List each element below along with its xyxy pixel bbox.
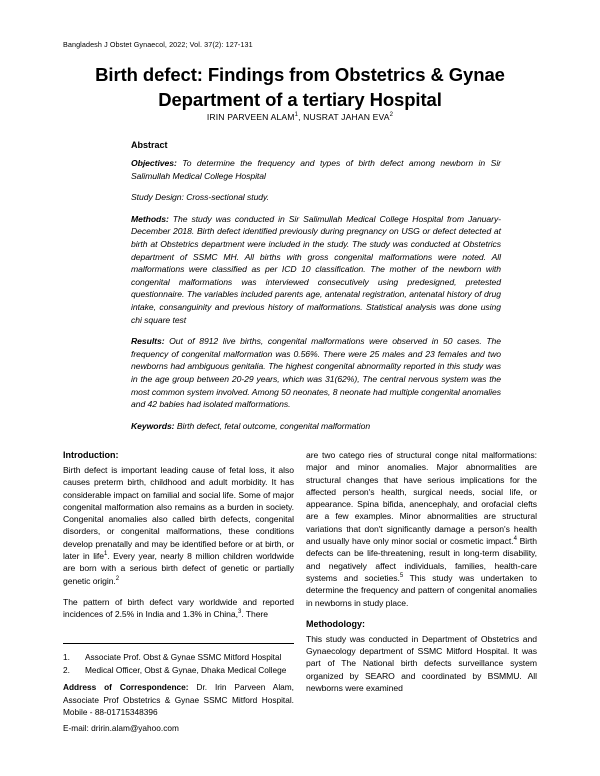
abstract-objectives-label: Objectives: <box>131 158 177 168</box>
introduction-paragraph-2-part-b: . There <box>241 609 268 620</box>
abstract-keywords-label: Keywords: <box>131 420 175 431</box>
introduction-continued-paragraph <box>306 449 537 609</box>
title-line-2: Department of a tertiary Hospital <box>158 89 442 110</box>
abstract-study-design: Study Design: Cross-sectional study. <box>131 192 269 203</box>
abstract-keywords-text: Birth defect, fetal outcome, congenital malformation <box>174 420 371 431</box>
footnote-item <box>63 651 294 663</box>
methodology-heading: Methodology: <box>306 618 365 629</box>
correspondence-email <box>63 722 294 734</box>
author-two-affiliation-marker: 2 <box>389 112 394 119</box>
email-label: E-mail: <box>63 723 89 734</box>
email-value: dririn.alam@yahoo.com <box>88 723 179 734</box>
abstract-objectives-text: To determine the frequency and types of birth defect among newborn in Sir Salimullah Medical College Hospital <box>131 158 501 181</box>
footnote-number: 1. <box>63 652 70 662</box>
abstract-methods <box>131 213 501 326</box>
introduction-paragraph-2-part-a: The pattern of birth defect vary worldwide and reported incidences of 2.5% in India and 1.3% in China, <box>63 596 294 620</box>
abstract-results <box>131 335 501 411</box>
abstract-methods-text: The study was conducted in Sir Salimullah Medical College Hospital from January-December 2018. Birth defect identified previously during pregnancy on USG or defect detected at birth at Obstetrics department were included in the study. The study was conducted at Obstetrics department of SSMC MH. All births with gross congenital malformations were noted. All malformations were classified as per ICD 10 classification. The mother of the newborn with congenital malformations was interviewed consecutively using predesigned, pretested questionnaire. The variables included parents age, antenatal registration, antenatal history of drug intake, consanguinity and previous history of malformations. Statistical analysis was done using chi square test <box>131 213 501 325</box>
author-list <box>63 112 537 122</box>
abstract-section <box>131 140 501 432</box>
correspondence-address <box>63 681 294 718</box>
citation-marker-3: 3 <box>237 609 242 616</box>
page-title <box>63 62 537 112</box>
correspondence-label: Address of Correspondence: <box>63 682 189 693</box>
abstract-keywords <box>131 420 501 433</box>
author-separator: , NUSRAT JAHAN EVA <box>298 112 390 122</box>
citation-marker-5: 5 <box>399 573 404 580</box>
author-one: IRIN PARVEEN ALAM <box>206 112 295 122</box>
citation-marker-2: 2 <box>115 575 120 582</box>
footnote-divider <box>63 643 294 644</box>
introduction-paragraph-1-part-a: Birth defect is important leading cause of fetal loss, it also causes preterm birth, childhood and adult morbidity. It has considerable impact on familial and social life. Some of major congenital malformation also remains as a burden in society. Congenital anomalies also called birth defects, congenital disorders, or congenital malformations, these conditions develop prenatally and may be identified before or at birth, or later in life <box>63 465 294 562</box>
footnote-number: 2. <box>63 665 70 676</box>
introduction-paragraph-1-part-b: . Every year, nearly 8 million children worldwide are born with a serious birth defect of genetic or partially genetic origin. <box>63 551 294 586</box>
footnote-block <box>63 643 294 734</box>
abstract-results-text: Out of 8912 live births, congenital malformations were observed in 50 cases. The frequency of congenital malformation was 0.56%. There were 25 males and 23 females and two newborns had ambiguous genitalia. The highest congenital abnormality reported in this study was in the age group between 20-29 years, which was 31(62%), The central nervous system was the most common system involved. Among 50 neonates, 8 neonate had multiple congenital anomalies and 42 babies had isolated malformations. <box>131 336 501 410</box>
citation-marker-4: 4 <box>513 536 517 543</box>
methodology-paragraph: This study was conducted in Department of Obstetrics and Gynaecology department of SSMC Mitford Hospital. It was part of The National birth defects surveillance system organized by SEARO and coordinated by BSMMU. All newborns were examined <box>306 633 537 694</box>
abstract-methods-label: Methods: <box>131 213 169 224</box>
citation-marker-1: 1 <box>103 551 108 558</box>
abstract-results-label: Results: <box>131 336 165 347</box>
introduction-continued-part-b: Birth defects can be life-threatening, result in long-term disability, and negatively affect individuals, families, health-care systems and societies. <box>306 536 537 583</box>
abstract-objectives <box>131 157 501 182</box>
author-one-affiliation-marker: 1 <box>294 112 299 119</box>
introduction-heading: Introduction: <box>63 450 119 460</box>
body-column-left <box>63 449 294 621</box>
introduction-continued-part-a: are two catego ries of structural conge nital malformations: major and minor anomalies. Major abnormalities are structural changes that have serious implications for the affected person's health, surgical needs, social life, or appearance. Spina bifida, anencephaly, and orofacial clefts are a few examples. Minor abnormalities are structural variations that don't significantly damage a person's health and usually have only minor social or cosmetic impact. <box>306 450 537 547</box>
body-column-right <box>306 449 537 694</box>
title-line-1: Birth defect: Findings from Obstetrics & Gynae <box>95 64 505 85</box>
footnote-text: Associate Prof. Obst & Gynae SSMC Mitford Hospital <box>85 652 282 662</box>
footnote-item <box>63 664 294 676</box>
footnote-text: Medical Officer, Obst & Gynae, Dhaka Medical College <box>85 665 287 676</box>
abstract-heading: Abstract <box>131 140 168 150</box>
introduction-paragraph-1 <box>63 464 294 587</box>
introduction-paragraph-2 <box>63 596 294 621</box>
introduction-continued-part-c: This study was undertaken to determine the frequency and pattern of congenital anomalies in newborns in study place. <box>306 572 537 608</box>
journal-running-head: Bangladesh J Obstet Gynaecol, 2022; Vol. 37(2): 127-131 <box>63 40 253 49</box>
correspondence-text: Dr. Irin Parveen Alam, Associate Prof Obstetrics & Gynae SSMC Mitford Hospital. Mobile - 88-01715348396 <box>63 682 294 717</box>
